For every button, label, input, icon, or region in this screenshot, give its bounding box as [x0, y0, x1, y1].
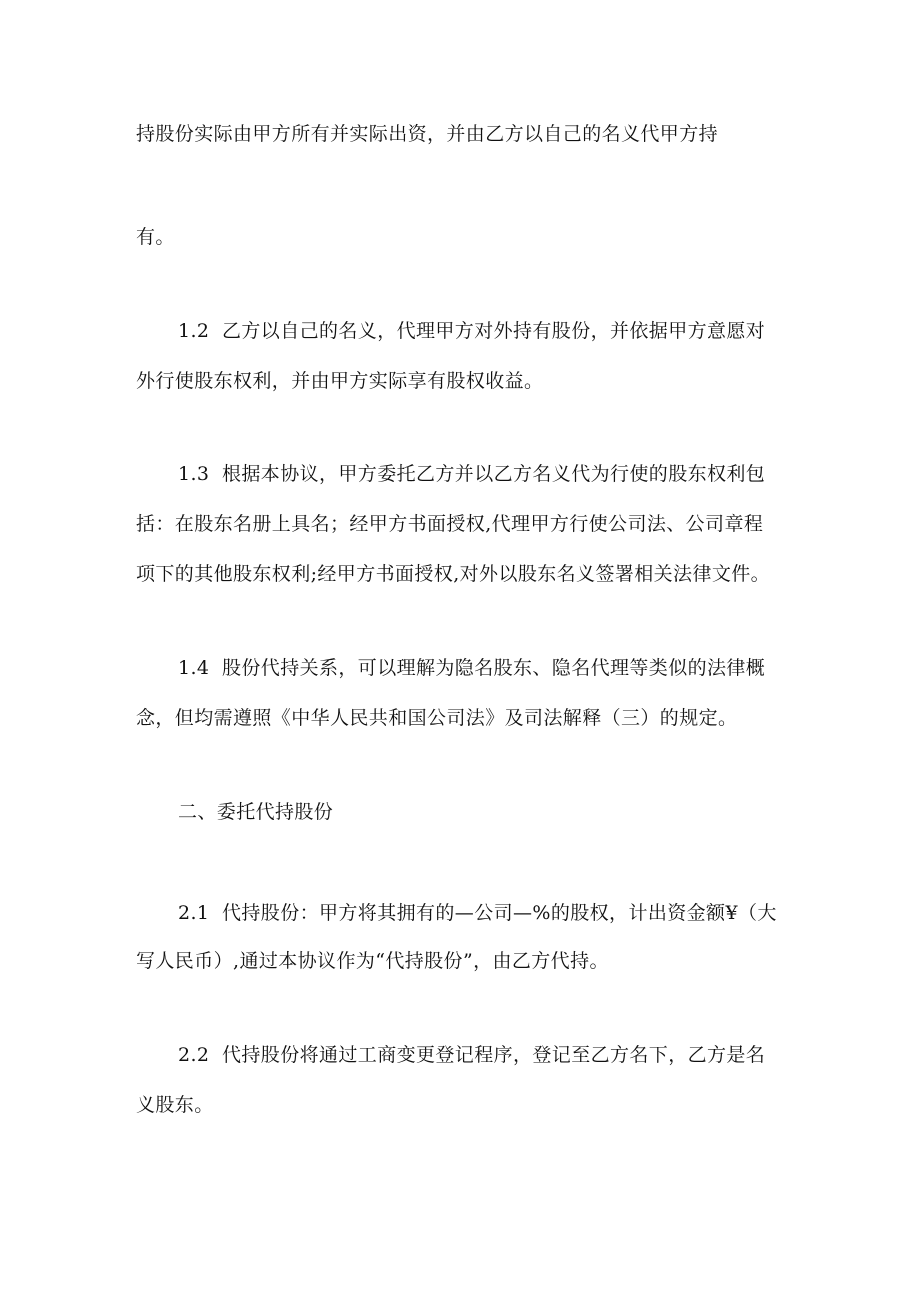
clause-2-1-line-2 — [136, 949, 609, 973]
line-text: 根据本协议，甲方委托乙方并以乙方名义代为行使的股东权利包 — [222, 463, 766, 485]
line-text: 二、委托代持股份 — [178, 801, 334, 823]
clause-number: 1.2 — [178, 320, 210, 342]
clause-2-1-line-1 — [178, 901, 777, 925]
clause-1-2-line-2 — [136, 369, 543, 393]
clause-number: 2.1 — [178, 902, 210, 924]
clause-number: 2.2 — [178, 1044, 210, 1066]
clause-2-2-line-2 — [136, 1093, 214, 1117]
line-text: 代持股份：甲方将其拥有的—公司—%的股权，计出资金额¥（大 — [222, 902, 777, 924]
clause-1-2-line-1 — [178, 319, 765, 343]
line-text: 外行使股东权利，并由甲方实际享有股权收益。 — [136, 370, 544, 392]
clause-number: 1.4 — [178, 657, 210, 679]
line-text: 股份代持关系，可以理解为隐名股东、隐名代理等类似的法律概 — [222, 657, 766, 679]
paragraph-1-1-cont-line-1 — [136, 122, 718, 146]
line-text: 念，但均需遵照《中华人民共和国公司法》及司法解释（三）的规定。 — [136, 707, 738, 729]
section-heading-2 — [178, 800, 333, 824]
paragraph-1-1-cont-line-2 — [136, 225, 175, 249]
line-text: 有。 — [136, 226, 175, 248]
clause-number: 1.3 — [178, 463, 210, 485]
line-text: 写人民币）,通过本协议作为“代持股份”，由乙方代持。 — [136, 950, 609, 972]
line-text: 义股东。 — [136, 1094, 214, 1116]
line-text: 括：在股东名册上具名；经甲方书面授权,代理甲方行使公司法、公司章程 — [136, 513, 764, 535]
line-text: 乙方以自己的名义，代理甲方对外持有股份，并依据甲方意愿对 — [222, 320, 766, 342]
clause-1-4-line-1 — [178, 656, 765, 680]
line-text: 代持股份将通过工商变更登记程序，登记至乙方名下，乙方是名 — [222, 1044, 766, 1066]
clause-1-3-line-2 — [136, 512, 763, 536]
clause-2-2-line-1 — [178, 1043, 765, 1067]
line-text: 持股份实际由甲方所有并实际出资，并由乙方以自己的名义代甲方持 — [136, 123, 719, 145]
clause-1-4-line-2 — [136, 706, 737, 730]
clause-1-3-line-1 — [178, 462, 765, 486]
line-text: 项下的其他股东权利;经甲方书面授权,对外以股东名义签署相关法律文件。 — [136, 563, 771, 585]
clause-1-3-line-3 — [136, 562, 770, 586]
